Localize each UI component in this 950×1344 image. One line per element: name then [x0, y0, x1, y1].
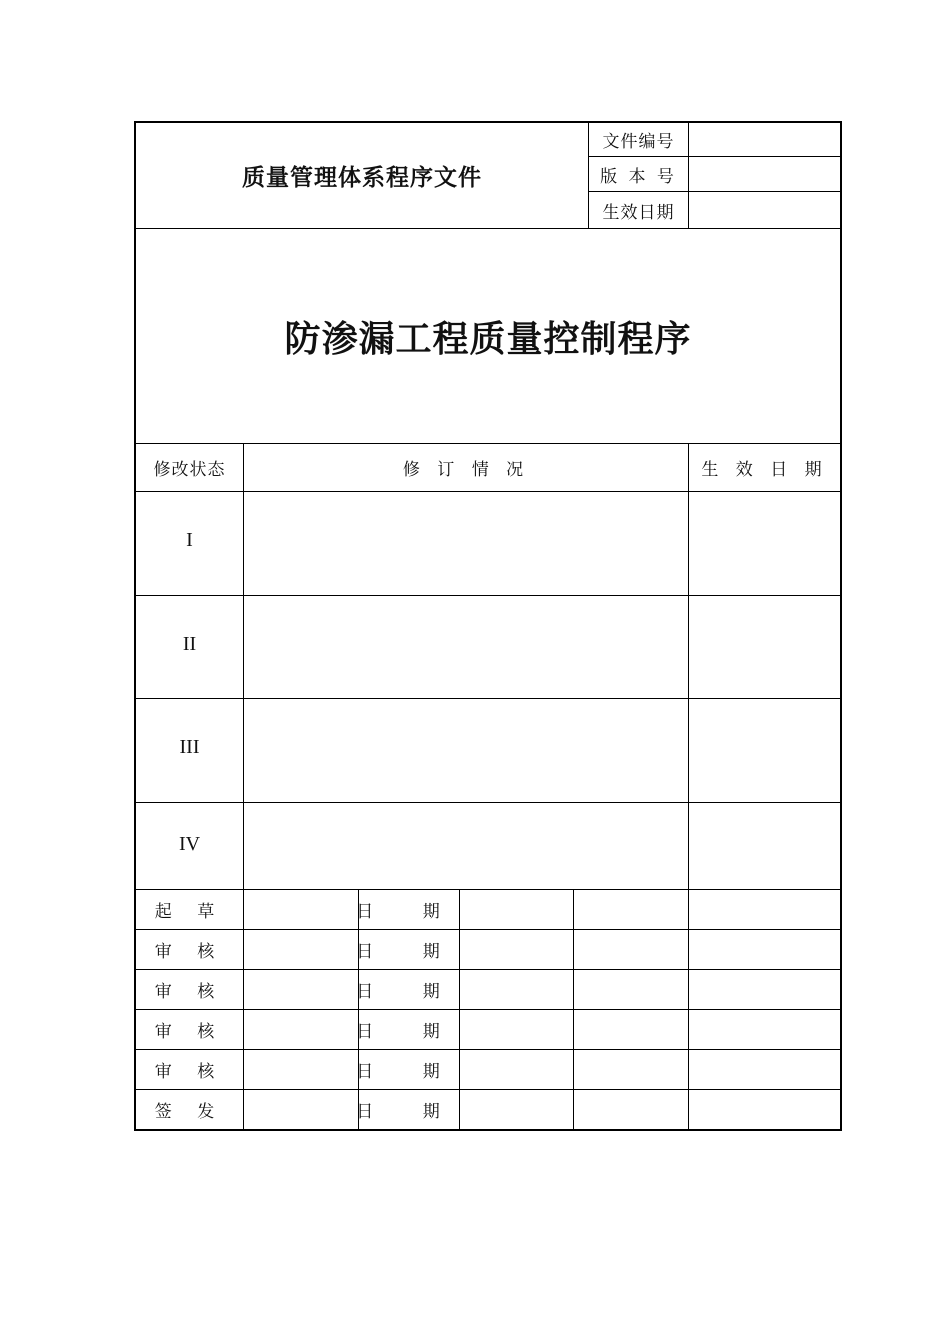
approval-role: 审 核	[154, 1062, 225, 1082]
approval-name[interactable]	[244, 1010, 358, 1049]
effective-date-label: 生效日期	[602, 202, 675, 223]
approval-date-label: 日 期	[356, 942, 462, 962]
revision-status-header: 修改状态	[153, 460, 226, 480]
revision-effective-date[interactable]	[689, 803, 840, 889]
approval-extra-cell[interactable]	[689, 1010, 840, 1049]
approval-date[interactable]	[460, 1010, 573, 1049]
revision-description[interactable]	[244, 596, 688, 698]
approval-role: 审 核	[154, 982, 225, 1002]
revision-effective-date-header: 生 效 日 期	[701, 460, 828, 480]
revision-effective-date[interactable]	[689, 492, 840, 595]
revision-status: II	[182, 632, 197, 655]
document-title: 防渗漏工程质量控制程序	[284, 318, 692, 360]
file-number-label: 文件编号	[602, 132, 675, 152]
revision-effective-date[interactable]	[689, 596, 840, 698]
revision-status: IV	[178, 833, 201, 855]
approval-date[interactable]	[460, 970, 573, 1009]
version-label: 版 本 号	[600, 166, 677, 187]
approval-extra-cell[interactable]	[689, 970, 840, 1009]
approval-name[interactable]	[244, 970, 358, 1009]
revision-description[interactable]	[244, 492, 688, 595]
approval-extra-cell[interactable]	[574, 930, 688, 969]
approval-date-label: 日 期	[356, 1022, 462, 1042]
revision-description[interactable]	[244, 699, 688, 802]
approval-role: 起 草	[154, 902, 225, 922]
approval-date-label: 日 期	[356, 1101, 462, 1122]
approval-extra-cell[interactable]	[574, 890, 688, 929]
approval-role: 签 发	[154, 1101, 225, 1122]
approval-date-label: 日 期	[356, 1062, 462, 1082]
approval-role: 审 核	[154, 942, 225, 962]
approval-date[interactable]	[460, 1090, 573, 1128]
revision-description-header: 修 订 情 况	[402, 460, 530, 480]
approval-name[interactable]	[244, 1050, 358, 1089]
approval-date-label: 日 期	[356, 902, 462, 922]
approval-date[interactable]	[460, 1050, 573, 1089]
approval-date-label: 日 期	[356, 982, 462, 1002]
approval-extra-cell[interactable]	[689, 1050, 840, 1089]
approval-name[interactable]	[244, 890, 358, 929]
approval-name[interactable]	[244, 1090, 358, 1128]
approval-name[interactable]	[244, 930, 358, 969]
approval-role: 审 核	[154, 1022, 225, 1042]
approval-extra-cell[interactable]	[574, 1090, 688, 1128]
approval-extra-cell[interactable]	[689, 1090, 840, 1128]
approval-extra-cell[interactable]	[574, 970, 688, 1009]
revision-status: III	[179, 736, 200, 758]
revision-status: I	[186, 529, 193, 551]
system-title: 质量管理体系程序文件	[242, 165, 482, 191]
approval-extra-cell[interactable]	[574, 1010, 688, 1049]
revision-effective-date[interactable]	[689, 699, 840, 802]
approval-date[interactable]	[460, 890, 573, 929]
version-value[interactable]	[689, 157, 840, 191]
effective-date-value[interactable]	[689, 192, 840, 228]
revision-description[interactable]	[244, 803, 688, 889]
approval-extra-cell[interactable]	[689, 930, 840, 969]
approval-extra-cell[interactable]	[574, 1050, 688, 1089]
file-number-value[interactable]	[689, 123, 840, 156]
approval-extra-cell[interactable]	[689, 890, 840, 929]
approval-date[interactable]	[460, 930, 573, 969]
